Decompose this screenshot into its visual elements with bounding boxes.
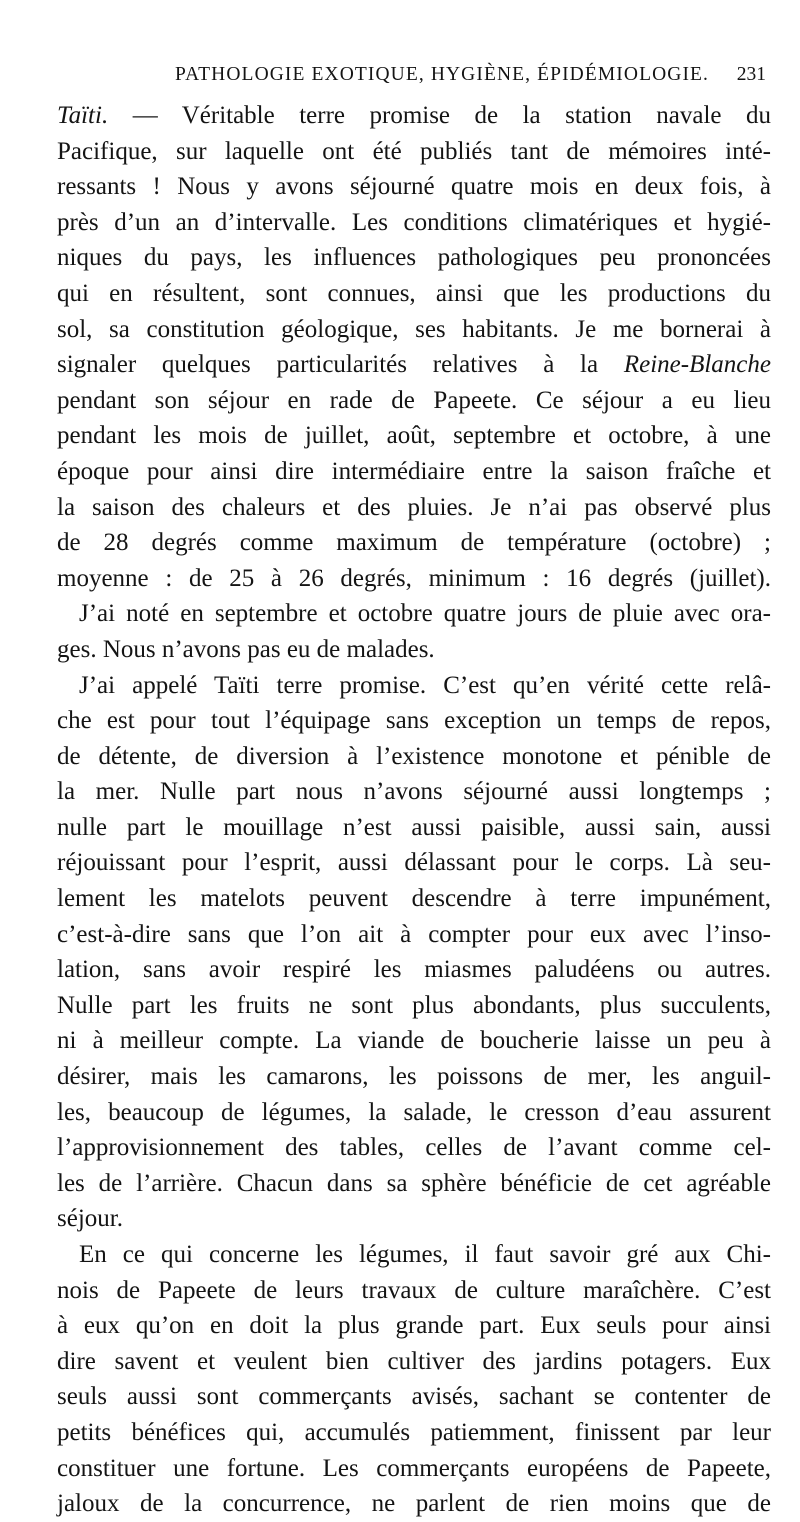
italic-text: Taïti. — [57, 102, 109, 129]
text-segment: dire savent et veulent bien cultiver des jardins potagers. Eux — [57, 1347, 771, 1375]
text-line — [57, 383, 771, 419]
text-segment: pendant les mois de juillet, août, septembre et octobre, à une — [57, 422, 771, 450]
text-segment: de détente, de diversion à l’existence monotone et pénible de — [57, 742, 771, 770]
text-line — [57, 240, 771, 276]
text-line — [57, 881, 771, 917]
text-line — [57, 632, 771, 668]
running-header — [60, 56, 772, 92]
text-segment: ni à meilleur compte. La viande de boucherie laisse un peu à — [57, 1027, 771, 1055]
text-line — [57, 952, 771, 988]
text-segment: J’ai noté en septembre et octobre quatre jours de pluie avec ora- — [79, 600, 771, 628]
text-line — [57, 525, 771, 561]
text-segment: la mer. Nulle part nous n’avons séjourné aussi longtemps ; — [57, 778, 771, 806]
text-line — [57, 1059, 771, 1095]
text-segment: pendant son séjour en rade de Papeete. Ce séjour a eu lieu — [57, 386, 771, 414]
text-line — [57, 1095, 771, 1131]
text-segment: J’ai appelé Taïti terre promise. C’est qu’en vérité cette relâ- — [79, 671, 771, 699]
text-line — [57, 1308, 771, 1344]
text-line — [57, 169, 771, 205]
text-line — [57, 1379, 771, 1415]
page-number: 231 — [736, 64, 766, 85]
text-segment: lement les matelots peuvent descendre à terre impunément, — [57, 885, 771, 913]
text-segment: lation, sans avoir respiré les miasmes paludéens ou autres. — [57, 956, 771, 984]
text-segment: — Véritable terre promise de la station navale du — [108, 102, 771, 129]
text-line — [57, 454, 771, 490]
text-segment: séjour. — [57, 1205, 123, 1233]
italic-text: Reine-Blanche — [623, 351, 771, 379]
text-segment: niques du pays, les influences pathologiques peu prononcées — [57, 244, 771, 272]
text-line — [57, 205, 771, 241]
text-line — [57, 490, 771, 526]
text-segment: l’approvisionnement des tables, celles de l’avant comme cel- — [57, 1134, 771, 1162]
text-line — [57, 1344, 771, 1380]
text-line — [57, 1130, 771, 1166]
text-line — [57, 561, 771, 597]
text-segment: constituer une fortune. Les commerçants européens de Papeete, — [57, 1454, 771, 1482]
text-segment: près d’un an d’intervalle. Les conditions climatériques et hygié- — [57, 208, 771, 236]
text-segment: la saison des chaleurs et des pluies. Je n’ai pas observé plus — [57, 493, 771, 521]
text-segment: Nulle part les fruits ne sont plus abondants, plus succulents, — [57, 991, 771, 1019]
text-segment: Pacifique, sur laquelle ont été publiés tant de mémoires inté- — [57, 137, 771, 165]
text-line — [57, 1166, 771, 1202]
text-segment: sol, sa constitution géologique, ses habitants. Je me bornerai à — [57, 315, 771, 343]
text-segment: qui en résultent, sont connues, ainsi que les productions du — [57, 279, 771, 307]
text-line — [57, 134, 771, 170]
text-line — [57, 1237, 771, 1273]
text-line — [57, 418, 771, 454]
text-segment: les de l’arrière. Chacun dans sa sphère bénéficie de cet agréable — [57, 1169, 771, 1197]
text-line — [57, 1415, 771, 1451]
text-line — [57, 596, 771, 632]
text-segment: de 28 degrés comme maximum de température (octobre) ; — [57, 529, 771, 557]
text-segment: nois de Papeete de leurs travaux de culture maraîchère. C’est — [57, 1276, 771, 1304]
text-segment: nulle part le mouillage n’est aussi paisible, aussi sain, aussi — [57, 813, 771, 841]
text-segment: c’est-à-dire sans que l’on ait à compter pour eux avec l’inso- — [57, 920, 771, 948]
text-segment: signaler quelques particularités relatives à la — [57, 351, 624, 379]
text-line — [57, 1273, 771, 1309]
text-line — [57, 1451, 771, 1487]
text-line — [57, 917, 771, 953]
text-segment: ressants ! Nous y avons séjourné quatre mois en deux fois, à — [57, 173, 771, 201]
text-segment: En ce qui concerne les légumes, il faut savoir gré aux Chi- — [79, 1241, 771, 1268]
text-segment: époque pour ainsi dire intermédiaire entre la saison fraîche et — [57, 457, 771, 485]
text-segment: moyenne : de 25 à 26 degrés, minimum : 16 degrés (juillet). — [57, 564, 771, 592]
text-segment: désirer, mais les camarons, les poissons de mer, les anguil- — [57, 1063, 771, 1091]
text-segment: petits bénéfices qui, accumulés patiemment, finissent par leur — [57, 1418, 771, 1446]
text-line — [57, 774, 771, 810]
text-segment: réjouissant pour l’esprit, aussi délassant pour le corps. Là seu- — [57, 849, 771, 877]
text-segment: ges. Nous n’avons pas eu de malades. — [57, 635, 435, 663]
text-line — [57, 347, 771, 383]
text-line — [57, 703, 771, 739]
text-line — [57, 1023, 771, 1059]
text-segment: jaloux de la concurrence, ne parlent de rien moins que de — [57, 1490, 771, 1518]
text-line — [57, 988, 771, 1024]
text-segment: seuls aussi sont commerçants avisés, sachant se contenter de — [57, 1383, 771, 1411]
text-line — [57, 845, 771, 881]
text-line — [57, 312, 771, 348]
running-title: PATHOLOGIE EXOTIQUE, HYGIÈNE, ÉPIDÉMIOLOGIE. — [175, 64, 710, 85]
text-segment: les, beaucoup de légumes, la salade, le cresson d’eau assurent — [57, 1098, 771, 1126]
text-line — [57, 1201, 771, 1237]
text-line — [57, 276, 771, 312]
text-line — [57, 668, 771, 704]
body-text — [57, 98, 771, 1522]
text-segment: à eux qu’on en doit la plus grande part. Eux seuls pour ainsi — [57, 1312, 771, 1340]
text-segment: che est pour tout l’équipage sans exception un temps de repos, — [57, 707, 771, 735]
text-line — [57, 739, 771, 775]
text-line — [57, 1486, 771, 1522]
text-line — [57, 810, 771, 846]
text-line — [57, 98, 771, 134]
